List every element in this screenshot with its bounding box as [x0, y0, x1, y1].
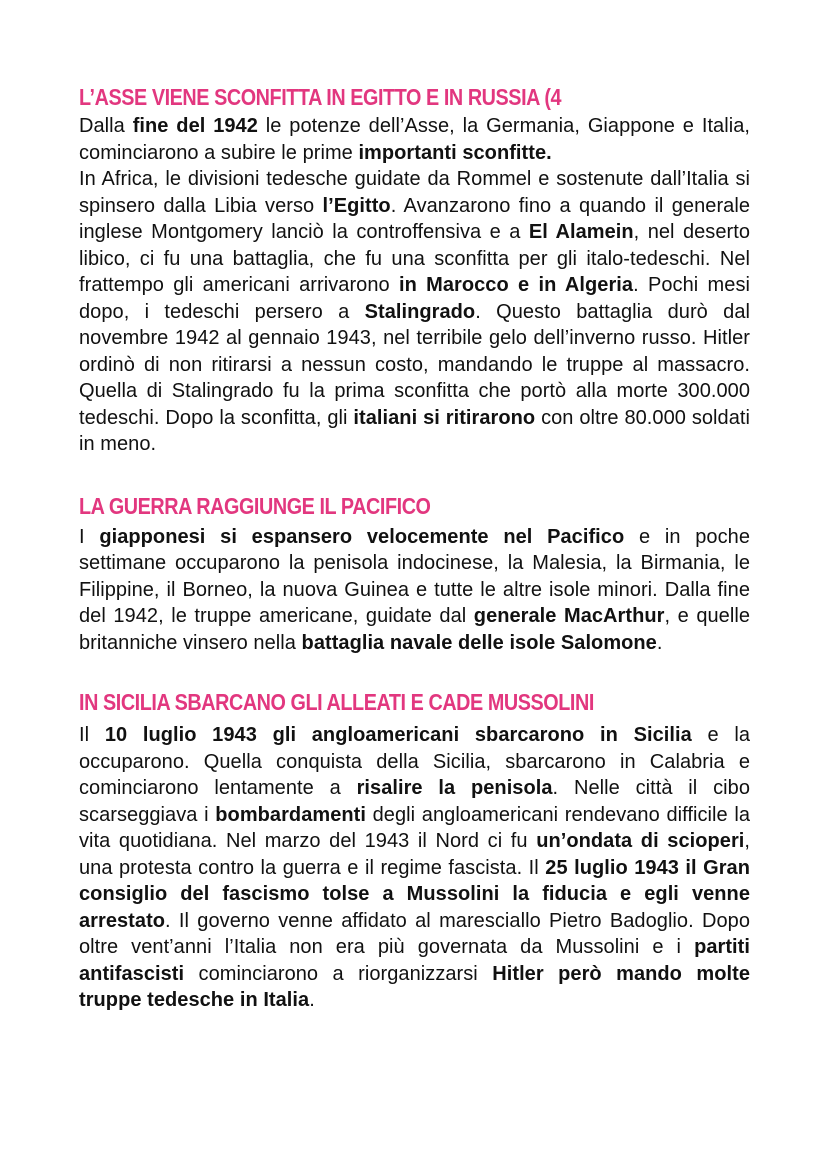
- text-run: e la occuparono. Quella conquista della Sicilia, sbarcarono in Calabria e cominciarono lentamente a: [79, 724, 750, 799]
- text-run: In Africa, le divisioni tedesche guidate da Rommel e sostenute dall’Italia si spinsero dalla Libia verso: [79, 168, 750, 217]
- bold-text-run: generale MacArthur: [473, 605, 665, 627]
- section-title-asse-sconfitta: L’ASSE VIENE SCONFITTA IN EGITTO E IN RUSSIA (4: [79, 84, 562, 110]
- text-run: . Il governo venne affidato al maresciallo Pietro Badoglio. Dopo oltre vent’anni l’Italia non era più governata da Mussolini e i: [79, 909, 750, 958]
- document-page: [79, 0, 750, 1014]
- bold-text-run: importanti sconfitte.: [358, 141, 552, 164]
- bold-text-run: Hitler però mando molte truppe tedesche in Italia: [79, 962, 750, 1011]
- text-run: Dalla: [79, 115, 133, 137]
- text-run: .: [309, 989, 315, 1011]
- text-run: . Questo battaglia durò dal novembre 1942 al gennaio 1943, nel terribile gelo dell’inverno russo. Hitler ordinò di non ritirarsi a nessun costo, mandando le truppe al massacro. Quella di Stalingrado fu la prima sconfitta che portò alla morte 300.000 tedeschi. Dopo la sconfitta, gli: [79, 300, 750, 429]
- bold-text-run: El Alamein: [528, 221, 634, 243]
- text-run: cominciarono a riorganizzarsi: [184, 962, 493, 985]
- section-paragraph: [79, 722, 750, 1014]
- bold-text-run: fine del 1942: [132, 115, 258, 137]
- bold-text-run: 25 luglio 1943 il Gran consiglio del fascismo tolse a Mussolini la fiducia e egli venne arrestato: [79, 856, 750, 932]
- section-title-sicilia-mussolini: IN SICILIA SBARCANO GLI ALLEATI E CADE MUSSOLINI: [79, 689, 594, 715]
- bold-text-run: un’ondata di scioperi: [536, 830, 745, 852]
- text-run: .: [656, 631, 663, 654]
- text-run: . Avanzarono fino a quando il generale inglese Montgomery lanciò la controffensiva e a: [79, 194, 751, 243]
- bold-text-run: partiti antifascisti: [79, 936, 750, 985]
- text-run: , una protesta contro la guerra e il regime fascista. Il: [79, 830, 751, 879]
- text-run: . Nelle città il cibo scarseggiava i: [79, 777, 750, 826]
- text-run: . Pochi mesi dopo, i tedeschi persero a: [79, 274, 750, 323]
- bold-text-run: l’Egitto: [322, 194, 391, 217]
- bold-text-run: bombardamenti: [215, 803, 366, 826]
- section-title-guerra-pacifico: LA GUERRA RAGGIUNGE IL PACIFICO: [79, 492, 431, 519]
- bold-text-run: in Marocco e in Algeria: [398, 274, 634, 296]
- text-run: Il: [79, 724, 105, 746]
- bold-text-run: risalire la penisola: [356, 777, 553, 799]
- text-run: con oltre 80.000 soldati in meno.: [79, 406, 750, 455]
- text-run: degli angloamericani rendevano difficile la vita quotidiana. Nel marzo del 1943 il Nord ci fu: [79, 803, 750, 852]
- section-paragraph: [79, 524, 750, 657]
- text-run: , e quelle britanniche vinsero nella: [79, 605, 750, 654]
- bold-text-run: italiani si ritirarono: [353, 406, 536, 429]
- section-paragraph: [79, 113, 750, 166]
- text-run: le potenze dell’Asse, la Germania, Giappone e Italia, cominciarono a subire le prime: [79, 115, 750, 164]
- text-run: I: [79, 525, 100, 548]
- bold-text-run: battaglia navale delle isole Salomone: [301, 631, 657, 654]
- bold-text-run: giapponesi si espansero velocemente nel Pacifico: [99, 525, 625, 548]
- bold-text-run: Stalingrado: [364, 300, 476, 323]
- text-run: , nel deserto libico, ci fu una battaglia, che fu una sconfitta per gli italo-tedeschi. Nel frattempo gli americani arrivarono: [79, 221, 751, 296]
- section-paragraph: [79, 166, 750, 458]
- text-run: e in poche settimane occuparono la penisola indocinese, la Malesia, la Birmania, le Filippine, il Borneo, la nuova Guinea e tutte le altre isole minori. Dalla fine del 1942, le truppe americane, guidate dal: [79, 525, 750, 627]
- bold-text-run: 10 luglio 1943 gli angloamericani sbarcarono in Sicilia: [104, 724, 692, 746]
